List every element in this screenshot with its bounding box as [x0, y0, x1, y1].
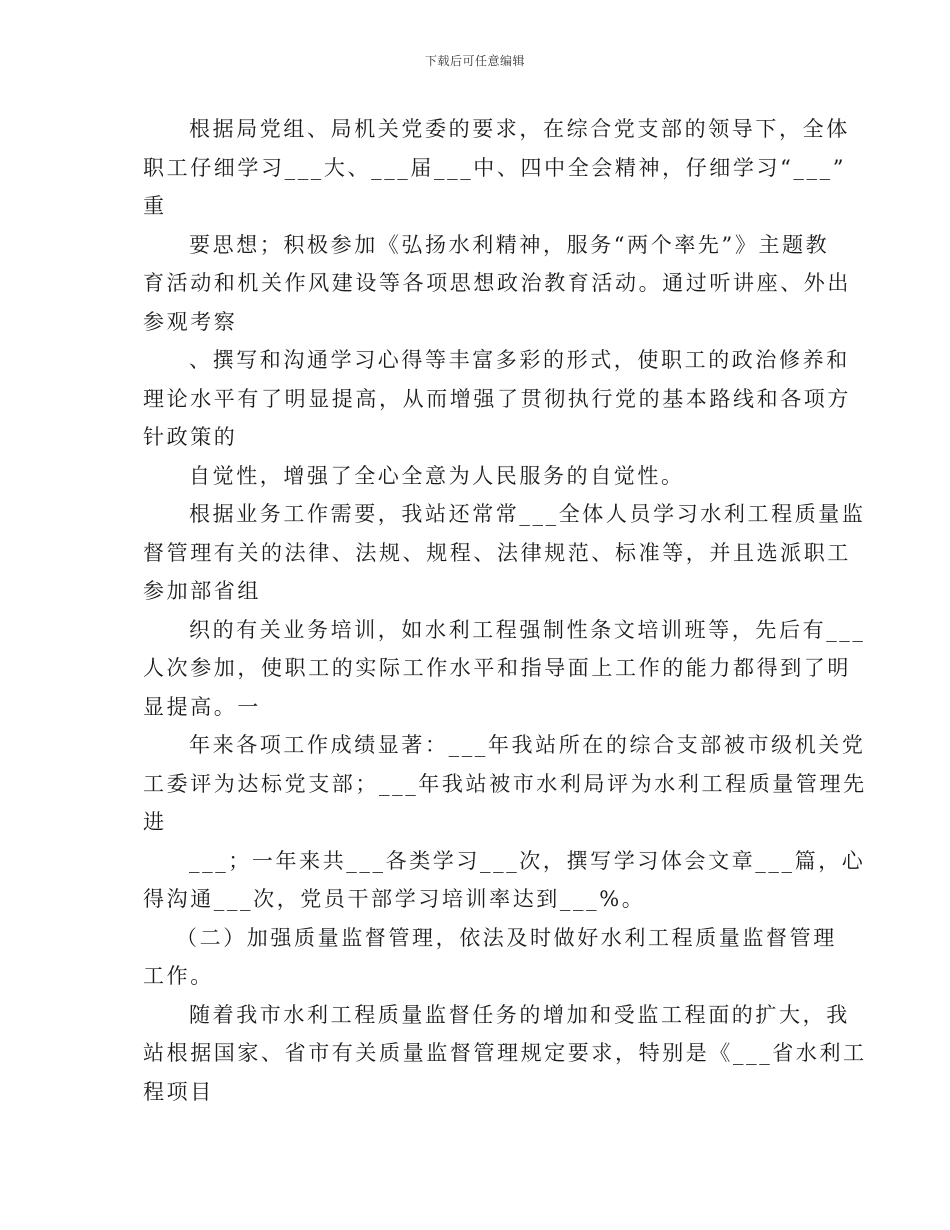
- text-line: 育活动和机关作风建设等各项思想政治教育活动。通过听讲座、外出: [143, 271, 851, 295]
- text-line: 要思想；积极参加《弘扬水利精神，服务“两个率先”》主题教: [189, 232, 830, 257]
- text-line: 工委评为达标党支部；___年我站被市水利局评为水利工程质量管理先: [143, 771, 867, 796]
- text-line: 程项目: [143, 1079, 214, 1104]
- text-line: 参观考察: [143, 309, 238, 334]
- text-line: 根据局党组、局机关党委的要求，在综合党支部的领导下，全体: [189, 117, 850, 141]
- text-line: 人次参加，使职工的实际工作水平和指导面上工作的能力都得到了明: [143, 656, 851, 680]
- text-line: 年来各项工作成绩显著：___年我站所在的综合支部被市级机关党: [189, 733, 866, 757]
- text-line: 自觉性，增强了全心全意为人民服务的自觉性。: [189, 463, 685, 488]
- text-line: 根据业务工作需要，我站还常常___全体人员学习水利工程质量监: [189, 502, 866, 526]
- text-line: 织的有关业务培训，如水利工程强制性条文培训班等，先后有___: [189, 617, 866, 642]
- text-line: ___；一年来共___各类学习___次，撰写学习体会文章___篇，心: [189, 848, 866, 873]
- text-line: 针政策的: [143, 425, 238, 449]
- text-line: 得沟通___次，党员干部学习培训率达到___%。: [143, 887, 646, 911]
- text-line: 职工仔细学习___大、___届___中、四中全会精神，仔细学习“___”: [143, 155, 847, 180]
- page-header: 下载后可任意编辑: [424, 54, 525, 68]
- document-body: [143, 110, 867, 1111]
- text-line: 工作。: [143, 964, 214, 988]
- text-line: 督管理有关的法律、法规、规程、法律规范、标准等，并且选派职工: [143, 540, 851, 565]
- text-line: 、撰写和沟通学习心得等丰富多彩的形式，使职工的政治修养和: [189, 348, 850, 372]
- text-line: （二）加强质量监督管理，依法及时做好水利工程质量监督管理: [176, 925, 837, 950]
- text-line: 理论水平有了明显提高，从而增强了贯彻执行党的基本路线和各项方: [143, 386, 851, 411]
- text-line: 随着我市水利工程质量监督任务的增加和受监工程面的扩大，我: [189, 1002, 850, 1027]
- text-line: 显提高。一: [143, 694, 261, 719]
- text-line: 重: [143, 194, 167, 218]
- text-line: 进: [143, 810, 167, 834]
- text-line: 参加部省组: [143, 579, 261, 603]
- text-line: 站根据国家、省市有关质量监督管理规定要求，特别是《___省水利工: [143, 1041, 867, 1065]
